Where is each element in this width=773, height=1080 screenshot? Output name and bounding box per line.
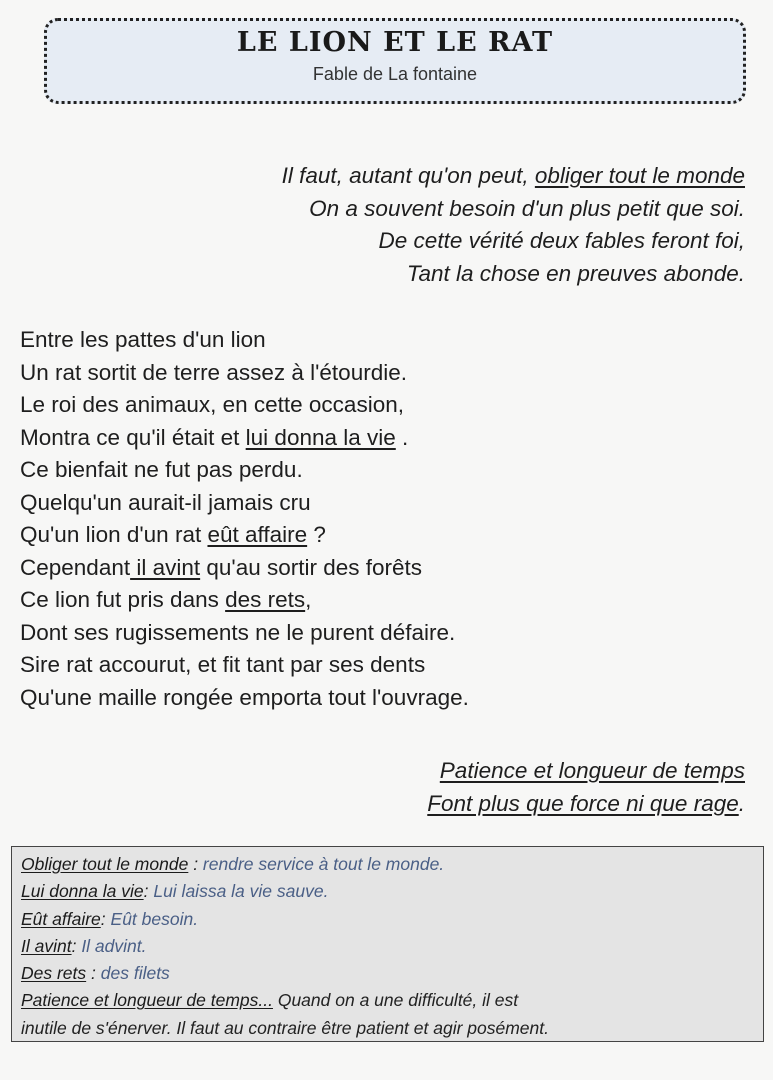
poem-text: Tant la chose en preuves abonde. xyxy=(406,260,745,286)
poem-text: Entre les pattes d'un lion xyxy=(20,327,266,352)
title-banner xyxy=(44,18,746,104)
page-title: LE LION ET LE RAT xyxy=(236,27,554,58)
poem-line xyxy=(20,193,745,226)
poem-text: Ce lion fut pris dans xyxy=(20,587,226,612)
poem-text: Quelqu'un aurait-il jamais cru xyxy=(20,489,311,515)
poem-text: Le roi des animaux, en cette occasion, xyxy=(20,392,404,417)
glossary-definition: Eût besoin. xyxy=(110,908,199,929)
poem-line xyxy=(20,160,745,193)
glossary-definition: rendre service à tout le monde. xyxy=(202,854,445,874)
poem-text: On a souvent besoin d'un plus petit que soi. xyxy=(309,195,745,221)
poem-text: Cependant xyxy=(20,554,131,580)
poem-text: Il faut, autant qu'on peut, xyxy=(281,163,535,188)
poem-line xyxy=(20,422,745,455)
poem-text: Sire rat accourut, et fit tant par ses dents xyxy=(20,652,426,677)
poem-text: De cette vérité deux fables feront foi, xyxy=(378,228,745,253)
glossary-entry xyxy=(21,851,754,878)
poem-line xyxy=(20,617,745,650)
glossary-box xyxy=(11,846,764,1042)
glossary-term: Patience et longueur de temps... xyxy=(21,990,273,1011)
poem-text: qu'au sortir des forêts xyxy=(200,554,423,580)
poem-underlined-text: lui donna la vie xyxy=(245,424,396,450)
glossary-definition: Quand on a une difficulté, il est xyxy=(272,990,519,1011)
poem-text: . xyxy=(395,424,409,450)
glossary-separator: : xyxy=(71,935,82,956)
poem-line xyxy=(20,682,745,715)
poem-underlined-text: des rets xyxy=(225,587,306,612)
poem-underlined-text: obliger tout le monde xyxy=(534,163,745,188)
poem-line xyxy=(20,788,745,821)
poem-text: Qu'une maille rongée emporta tout l'ouvrage. xyxy=(20,684,469,710)
poem-line xyxy=(20,649,745,682)
poem-text: ? xyxy=(307,522,326,547)
page-subtitle: Fable de La fontaine xyxy=(312,64,478,84)
poem-underlined-text: Font plus que force ni que rage xyxy=(427,790,739,816)
glossary-definition: Il advint. xyxy=(81,935,147,956)
glossary-entry xyxy=(21,987,754,1014)
poem-line xyxy=(20,258,745,291)
glossary-term: Des rets xyxy=(21,963,87,984)
glossary-term: Eût affaire xyxy=(21,908,101,929)
poem-intro xyxy=(20,160,745,290)
poem-body xyxy=(20,324,745,714)
poem-line xyxy=(20,552,745,585)
glossary-entry xyxy=(21,960,754,987)
glossary-definition: Lui laissa la vie sauve. xyxy=(153,881,329,902)
poem-line xyxy=(20,389,745,422)
poem-text: Montra ce qu'il était et xyxy=(20,424,246,450)
poem-text: Ce bienfait ne fut pas perdu. xyxy=(20,457,303,482)
poem-line xyxy=(20,584,745,617)
glossary-term: Obliger tout le monde xyxy=(21,854,189,874)
glossary-definition: inutile de s'énerver. Il faut au contraire être patient et agir posément. xyxy=(21,1017,549,1038)
poem-line xyxy=(20,487,745,520)
glossary-separator: : xyxy=(86,963,101,984)
glossary-term: Il avint xyxy=(21,935,72,956)
glossary-term: Lui donna la vie xyxy=(21,881,144,902)
glossary-separator: : xyxy=(100,908,111,929)
poem-text: . xyxy=(738,790,745,816)
poem-moral xyxy=(20,755,745,820)
glossary-entry-continuation xyxy=(21,1015,754,1042)
poem-text: , xyxy=(305,587,312,612)
poem-line xyxy=(20,755,745,788)
poem-line xyxy=(20,519,745,552)
poem-line xyxy=(20,454,745,487)
glossary-entry xyxy=(21,906,754,933)
glossary-entry xyxy=(21,878,754,905)
glossary-separator: : xyxy=(143,881,154,902)
poem-text: Un rat sortit de terre assez à l'étourdie. xyxy=(20,359,407,385)
poem-text: Qu'un lion d'un rat xyxy=(20,522,208,547)
poem-underlined-text: il avint xyxy=(130,554,201,580)
poem-line xyxy=(20,225,745,258)
glossary-entry xyxy=(21,933,754,960)
poem-line xyxy=(20,357,745,390)
glossary-entries xyxy=(21,851,754,987)
poem-underlined-text: eût affaire xyxy=(207,522,308,547)
glossary-separator: : xyxy=(188,854,203,874)
poem-underlined-text: Patience et longueur de temps xyxy=(439,758,745,783)
poem-text: Dont ses rugissements ne le purent défaire. xyxy=(20,619,456,645)
poem-line xyxy=(20,324,745,357)
glossary-definition: des filets xyxy=(100,963,170,984)
